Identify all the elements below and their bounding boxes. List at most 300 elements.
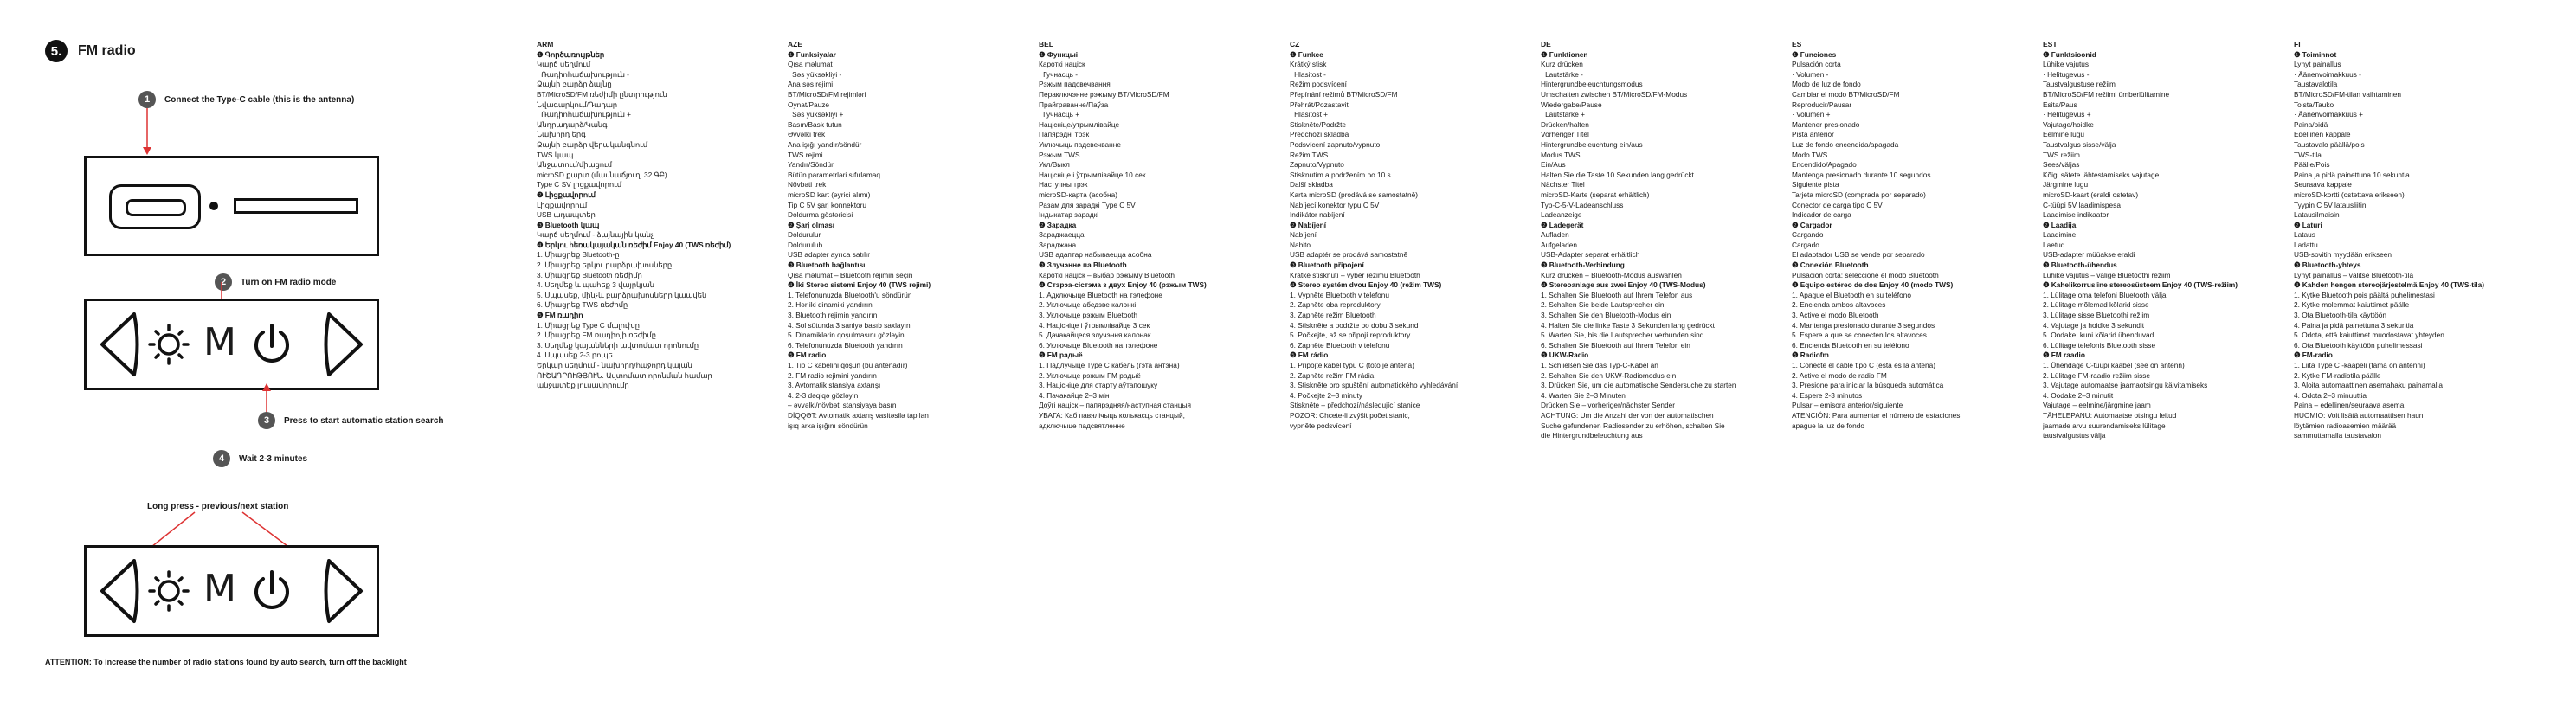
instruction-line: Bütün parametrləri sıfırlamaq bbox=[788, 170, 880, 179]
instruction-line: 2. Active el modo de radio FM bbox=[1792, 370, 1887, 380]
language-column-est bbox=[2043, 40, 2302, 441]
power-icon[interactable] bbox=[256, 572, 287, 607]
instruction-line: 4. Націсніце і ўтрымлівайце 3 сек bbox=[1039, 320, 1150, 330]
instruction-line: УВАГА: Каб павялічыць колькасць станцый, bbox=[1039, 410, 1185, 420]
instruction-line: ❺ FM rádio bbox=[1290, 350, 1329, 360]
instruction-line: Pista anterior bbox=[1792, 130, 1834, 139]
instruction-line: microSD քարտ (մասնաճյուղ, 32 ԳԲ) bbox=[537, 170, 667, 179]
language-code: EST bbox=[2043, 40, 2058, 48]
instruction-line: 1. Conecte el cable tipo C (esta es la antena) bbox=[1792, 361, 1936, 369]
instruction-line: Նախորդ երգ bbox=[537, 130, 586, 139]
instruction-line: microSD-kaart (eraldi ostetav) bbox=[2043, 190, 2139, 199]
instruction-line: ❺ FM radio bbox=[788, 350, 827, 360]
instruction-line: 2. Schalten Sie den UKW-Radiomodus ein bbox=[1541, 370, 1677, 380]
instruction-line: USB-adapter müüakse eraldi bbox=[2043, 250, 2135, 260]
instruction-line: Пераключэнне рэжыму BT/MicroSD/FM bbox=[1039, 89, 1169, 99]
type-c-port-icon bbox=[109, 184, 201, 229]
instruction-line: 4. Пачакайце 2–3 мін bbox=[1039, 390, 1110, 400]
step-text: Press to start automatic station search bbox=[284, 415, 444, 426]
instruction-line: Зараджаецца bbox=[1039, 230, 1085, 240]
instruction-line: ❹ İki Stereo sistemi Enjoy 40 (TWS rejimi) bbox=[788, 280, 931, 290]
instruction-line: die Hintergrundbeleuchtung aus bbox=[1541, 431, 1643, 440]
instruction-line: 1. Միացրեք Type C մալուխը bbox=[537, 320, 640, 330]
instruction-line: · Гучнасць - bbox=[1039, 69, 1078, 79]
instruction-line: 2. Zapněte oba reproduktory bbox=[1290, 300, 1381, 310]
instruction-line: Yandır/Söndür bbox=[788, 160, 834, 170]
instruction-line: taustvalgustus välja bbox=[2043, 431, 2106, 440]
instruction-line: 1. Připojte kabel typu C (toto je anténa) bbox=[1290, 361, 1414, 369]
instruction-line: 2. Hər iki dinamiki yandırın bbox=[788, 300, 873, 310]
instruction-line: 1. Միացրեք Bluetooth-ը bbox=[537, 250, 620, 260]
instruction-line: Paina – edellinen/seuraava asema bbox=[2294, 401, 2405, 410]
instruction-line: Կարճ սեղմում - ձայնային կանչ bbox=[537, 230, 654, 240]
instruction-line: Paina ja pidä painettuna 10 sekuntia bbox=[2294, 170, 2410, 179]
instruction-line: · Äänenvoimakkuus + bbox=[2294, 110, 2364, 119]
instruction-line: Modus TWS bbox=[1541, 150, 1581, 159]
instruction-line: 6. Уключыце Bluetooth на тэлефоне bbox=[1039, 340, 1158, 350]
instruction-line: · Volumen + bbox=[1792, 110, 1831, 119]
instruction-line: Doldurulub bbox=[788, 240, 823, 249]
instruction-line: 3. Zapněte režim Bluetooth bbox=[1290, 311, 1376, 320]
instruction-line: microSD kart (əyrici alımı) bbox=[788, 190, 871, 199]
instruction-line: 5. Warten Sie, bis die Lautsprecher verbunden sind bbox=[1541, 331, 1704, 340]
instruction-line: ❹ Stereo systém dvou Enjoy 40 (režim TWS) bbox=[1290, 280, 1442, 290]
instruction-line: Növbəti trek bbox=[788, 180, 827, 190]
instruction-line: ❺ FM raadio bbox=[2043, 350, 2085, 360]
instruction-line: 1. Адключыце Bluetooth на тэлефоне bbox=[1039, 290, 1162, 299]
instruction-line: 3. Avtomatik stansiya axtarışı bbox=[788, 381, 881, 390]
instruction-line: ❺ UKW-Radio bbox=[1541, 350, 1589, 360]
instruction-line: 6. Ota Bluetooth käyttöön puhelimessasi bbox=[2294, 340, 2423, 350]
instruction-line: 1. Schließen Sie das Typ-C-Kabel an bbox=[1541, 361, 1658, 369]
instruction-line: ❸ Bluetooth bağlantısı bbox=[788, 260, 866, 270]
step-number: 3 bbox=[258, 412, 275, 429]
instruction-line: Երկար սեղմում - նախորդ/հաջորդ կայան bbox=[537, 361, 692, 369]
instruction-line: Рэжым падсвечвання bbox=[1039, 80, 1111, 89]
instruction-line: ❹ Стэрэа-сістэма з двух Enjoy 40 (рэжым TWS) bbox=[1039, 280, 1207, 290]
instruction-line: Umschalten zwischen BT/MicroSD/FM-Modus bbox=[1541, 89, 1688, 99]
instruction-line: microSD-kortti (ostettava erikseen) bbox=[2294, 190, 2405, 199]
instruction-line: Кароткі націск – выбар рэжыму Bluetooth bbox=[1039, 270, 1175, 279]
instruction-line: Անդրադարձ/Կանգ bbox=[537, 119, 608, 129]
instruction-line: ❺ FM радыё bbox=[1039, 350, 1083, 360]
instruction-line: 2. Lülitage mõlemad kõlarid sisse bbox=[2043, 300, 2149, 310]
instruction-line: USB adaptér se prodává samostatně bbox=[1290, 250, 1408, 260]
instruction-line: 2. Уключыце рэжым FM радыё bbox=[1039, 370, 1141, 380]
instruction-line: ❹ Երկու հեռակայական ռեժիմ Enjoy 40 (TWS ռեժիմ) bbox=[537, 240, 731, 249]
instruction-line: 6. Lülitage telefonis Bluetooth sisse bbox=[2043, 340, 2156, 350]
mode-button-m[interactable]: M bbox=[203, 567, 236, 611]
instruction-line: Рэжым TWS bbox=[1039, 150, 1080, 159]
instruction-line: Drücken/halten bbox=[1541, 119, 1589, 129]
instruction-line: Režim podsvícení bbox=[1290, 80, 1347, 89]
instruction-line: 6. Zapněte Bluetooth v telefonu bbox=[1290, 340, 1390, 350]
instruction-line: Hintergrundbeleuchtung ein/aus bbox=[1541, 139, 1643, 149]
section-header bbox=[45, 40, 136, 62]
instruction-line: Ein/Aus bbox=[1541, 160, 1566, 170]
instruction-line: 3. Schalten Sie den Bluetooth-Modus ein bbox=[1541, 311, 1671, 320]
instruction-line: Stisknutím a podržením po 10 s bbox=[1290, 170, 1391, 179]
instruction-line: Кароткі націск bbox=[1039, 60, 1085, 69]
instruction-line: 2. Encienda ambos altavoces bbox=[1792, 300, 1886, 310]
instruction-line: · Hlasitost + bbox=[1290, 110, 1329, 119]
instruction-line: El adaptador USB se vende por separado bbox=[1792, 250, 1925, 260]
instruction-line: Nabíjecí konektor typu C 5V bbox=[1290, 200, 1380, 209]
instruction-line: ❶ Funkce bbox=[1290, 49, 1323, 59]
instruction-line: Conector de carga tipo C 5V bbox=[1792, 200, 1883, 209]
instruction-line: Krátké stisknutí – výběr režimu Bluetooth bbox=[1290, 270, 1420, 279]
instruction-line: Modo de luz de fondo bbox=[1792, 80, 1861, 89]
instruction-line: Suche gefundenen Radiosender zu erhöhen, schalten Sie bbox=[1541, 421, 1725, 430]
instruction-line: Наступны трэк bbox=[1039, 180, 1088, 190]
instruction-line: 1. Kytke Bluetooth pois päältä puhelimestasi bbox=[2294, 290, 2435, 299]
instruction-line: Լիցքավորում bbox=[537, 200, 588, 209]
instruction-line: 6. Schalten Sie Bluetooth auf Ihrem Telefon ein bbox=[1541, 340, 1690, 350]
mode-button-m[interactable]: M bbox=[203, 320, 236, 364]
instruction-line: ՈՒՇԱԴՐՈՒԹՅՈՒՆ. Ավտոմատ որոնման համար bbox=[537, 370, 712, 380]
attention-note: ATTENTION: To increase the number of radio stations found by auto search, turn off the backlight bbox=[45, 658, 407, 666]
instruction-line: işıq arxa işığını söndürün bbox=[788, 421, 868, 430]
instruction-line: Oynat/Pauze bbox=[788, 100, 829, 109]
instruction-line: Pulsación corta: seleccione el modo Bluetooth bbox=[1792, 270, 1939, 279]
instruction-line: 5. Espere a que se conecten los altavoces bbox=[1792, 331, 1927, 340]
instruction-line: Doldurma göstəricisi bbox=[788, 210, 853, 220]
instruction-line: ❺ Radiofm bbox=[1792, 350, 1829, 360]
instruction-line: Vajutage/hoidke bbox=[2043, 119, 2094, 129]
instruction-line: Luz de fondo encendida/apagada bbox=[1792, 139, 1899, 149]
instruction-line: Ana səs rejimi bbox=[788, 80, 834, 89]
instruction-line: ❸ Bluetooth-ühendus bbox=[2043, 260, 2117, 270]
instruction-line: TÄHELEPANU: Automaatse otsingu leitud bbox=[2043, 410, 2177, 420]
instruction-line: TWS rejimi bbox=[788, 150, 823, 159]
instruction-line: Pulsación corta bbox=[1792, 60, 1841, 69]
speaker-back-panel bbox=[84, 156, 379, 256]
backlight-sun-icon[interactable] bbox=[150, 572, 188, 610]
instruction-line: ❷ Laadija bbox=[2043, 220, 2077, 229]
led-indicator-icon bbox=[209, 202, 218, 210]
instruction-line: 4. Սպասեք 2-3 րոպե bbox=[537, 350, 613, 360]
instruction-line: Vorheriger Titel bbox=[1541, 130, 1589, 139]
instruction-line: 4. Warten Sie 2–3 Minuten bbox=[1541, 390, 1626, 400]
instruction-line: Latausilmaisin bbox=[2294, 210, 2340, 220]
instruction-line: BT/MicroSD/FM-tilan vaihtaminen bbox=[2294, 89, 2402, 99]
instruction-line: 2. Уключыце абедзве калонкі bbox=[1039, 300, 1137, 310]
instruction-line: ❶ Funktionen bbox=[1541, 49, 1588, 59]
instruction-line: 1. Schalten Sie Bluetooth auf Ihrem Telefon aus bbox=[1541, 290, 1693, 299]
instruction-line: USB ադապտեր bbox=[537, 210, 596, 220]
instruction-line: 4. Oodake 2–3 minutit bbox=[2043, 390, 2114, 400]
language-code: ARM bbox=[537, 40, 554, 48]
instruction-line: · Ռադիոհաճախություն - bbox=[537, 69, 629, 79]
instruction-line: Eelmine lugu bbox=[2043, 130, 2084, 139]
instruction-line: 4. Sol sütunda 3 saniyə basıb saxlayın bbox=[788, 320, 911, 330]
instruction-line: Edellinen kappale bbox=[2294, 130, 2351, 139]
instruction-line: TWS režiim bbox=[2043, 150, 2080, 159]
instruction-line: ❸ Bluetooth կապ bbox=[537, 220, 600, 229]
instruction-line: 5. Дачакайцеся злучэння калонак bbox=[1039, 331, 1151, 340]
instruction-line: Seuraava kappale bbox=[2294, 180, 2352, 190]
instruction-line: 3. Active el modo Bluetooth bbox=[1792, 311, 1879, 320]
instruction-line: Esita/Paus bbox=[2043, 100, 2077, 109]
instruction-line: ❶ Toiminnot bbox=[2294, 49, 2337, 59]
instruction-line: TWS կապ bbox=[537, 150, 574, 159]
instruction-line: Indicador de carga bbox=[1792, 210, 1852, 220]
speaker-control-panel-longpress bbox=[84, 545, 379, 637]
language-column-cz bbox=[1290, 40, 1549, 431]
power-icon[interactable] bbox=[256, 325, 287, 361]
instruction-line: Typ-C-5-V-Ladeanschluss bbox=[1541, 200, 1624, 209]
language-column-aze bbox=[788, 40, 1047, 431]
instruction-line: Індыкатар зарадкі bbox=[1039, 210, 1099, 220]
instruction-line: Indikátor nabíjení bbox=[1290, 210, 1345, 220]
instruction-line: Laadimine bbox=[2043, 230, 2077, 240]
instruction-line: Vajutage – eelmine/järgmine jaam bbox=[2043, 401, 2151, 410]
instruction-line: 1. Ühendage C-tüüpi kaabel (see on antenn) bbox=[2043, 361, 2185, 369]
instruction-line: Tarjeta microSD (comprada por separado) bbox=[1792, 190, 1926, 199]
instruction-line: Зараджана bbox=[1039, 240, 1077, 249]
step-text: Connect the Type-C cable (this is the antenna) bbox=[164, 94, 355, 105]
instruction-line: ❹ Equipo estéreo de dos Enjoy 40 (modo TWS) bbox=[1792, 280, 1954, 290]
step-1 bbox=[138, 91, 354, 108]
instruction-line: Qısa məlumat bbox=[788, 60, 833, 69]
instruction-line: Уключыць падсвечванне bbox=[1039, 139, 1121, 149]
instruction-line: USB адаптар набываецца асобна bbox=[1039, 250, 1152, 260]
instruction-line: Mantener presionado bbox=[1792, 119, 1860, 129]
long-press-label: Long press - previous/next station bbox=[147, 502, 289, 511]
instruction-line: 3. Уключыце рэжым Bluetooth bbox=[1039, 311, 1138, 320]
instruction-line: Kurz drücken – Bluetooth-Modus auswählen bbox=[1541, 270, 1682, 279]
instruction-line: Sees/väljas bbox=[2043, 160, 2080, 170]
instruction-line: HUOMIO: Voit lisätä automaattisen haun bbox=[2294, 410, 2424, 420]
instruction-line: Lataus bbox=[2294, 230, 2315, 240]
instruction-line: Cargado bbox=[1792, 240, 1819, 249]
instruction-line: Režim TWS bbox=[1290, 150, 1329, 159]
instruction-line: 6. Encienda Bluetooth en su teléfono bbox=[1792, 340, 1909, 350]
backlight-sun-icon[interactable] bbox=[150, 325, 188, 363]
instruction-line: Ladattu bbox=[2294, 240, 2318, 249]
instruction-line: Stiskněte/Podržte bbox=[1290, 119, 1347, 129]
instruction-line: Paina/pidä bbox=[2294, 119, 2328, 129]
instruction-line: microSD-карта (асобна) bbox=[1039, 190, 1117, 199]
instruction-line: Basın/Bask tutun bbox=[788, 119, 842, 129]
instruction-line: ❷ Ladegerät bbox=[1541, 220, 1584, 229]
instruction-line: Järgmine lugu bbox=[2043, 180, 2089, 190]
language-column-bel bbox=[1039, 40, 1298, 431]
instruction-line: ❷ Լիցքավորում bbox=[537, 190, 596, 199]
instruction-line: Laetud bbox=[2043, 240, 2065, 249]
language-column-de bbox=[1541, 40, 1800, 441]
instruction-line: USB adapter ayrıca satılır bbox=[788, 250, 870, 260]
instruction-line: Nabito bbox=[1290, 240, 1311, 249]
language-columns bbox=[537, 40, 2559, 715]
instruction-line: 4. Stiskněte a podržte po dobu 3 sekund bbox=[1290, 320, 1419, 330]
instruction-line: ❶ Функцыі bbox=[1039, 49, 1079, 59]
instruction-line: BT/MicroSD/FM rejimləri bbox=[788, 89, 866, 99]
instruction-line: Podsvícení zapnuto/vypnuto bbox=[1290, 139, 1381, 149]
instruction-line: 2. Kytke FM-radiotila päälle bbox=[2294, 370, 2381, 380]
instruction-line: Další skladba bbox=[1290, 180, 1333, 190]
instruction-line: ❸ Bluetooth připojení bbox=[1290, 260, 1364, 270]
instruction-line: ATENCIÓN: Para aumentar el número de estaciones bbox=[1792, 410, 1961, 420]
instruction-line: 4. Mantenga presionado durante 3 segundos bbox=[1792, 320, 1935, 330]
instruction-line: BT/MicroSD/FM ռեժիմի ընտրություն bbox=[537, 89, 667, 99]
instruction-line: Նվագարկում/Դադար bbox=[537, 100, 618, 109]
instruction-line: löytämien radioasemien määrää bbox=[2294, 421, 2397, 430]
instruction-line: 1. Tip C kabelini qoşun (bu antenadır) bbox=[788, 361, 908, 369]
instruction-line: 2. Kytke molemmat kaiuttimet päälle bbox=[2294, 300, 2410, 310]
instruction-line: 4. Odota 2–3 minuuttia bbox=[2294, 390, 2367, 400]
instruction-line: USB-sovitin myydään erikseen bbox=[2294, 250, 2392, 260]
instruction-line: 3. Aloita automaattinen asemahaku painamalla bbox=[2294, 381, 2444, 390]
instruction-line: 4. Espere 2-3 minutos bbox=[1792, 390, 1863, 400]
instruction-line: Lühike vajutus – valige Bluetoothi režiim bbox=[2043, 270, 2171, 279]
instruction-line: 5. Սպասեք, մինչև բարձրախոսները կապվեն bbox=[537, 290, 707, 299]
instruction-line: Lyhyt painallus bbox=[2294, 60, 2341, 69]
instruction-line: 4. Halten Sie die linke Taste 3 Sekunden lang gedrückt bbox=[1541, 320, 1715, 330]
instruction-line: Կարճ սեղմում bbox=[537, 60, 591, 69]
step-number: 1 bbox=[138, 91, 156, 108]
instruction-line: Halten Sie die Taste 10 Sekunden lang gedrückt bbox=[1541, 170, 1694, 179]
instruction-line: Разам для зарадкі Type C 5V bbox=[1039, 200, 1136, 209]
instruction-line: Mantenga presionado durante 10 segundos bbox=[1792, 170, 1931, 179]
instruction-line: apague la luz de fondo bbox=[1792, 421, 1864, 430]
instruction-line: Папярэдні трэк bbox=[1039, 130, 1090, 139]
instruction-line: Qısa məlumat – Bluetooth rejimin seçin bbox=[788, 270, 913, 279]
instruction-line: USB-Adapter separat erhältlich bbox=[1541, 250, 1640, 260]
instruction-line: 3. Սեղմեք կայանների ավտոմատ որոնումը bbox=[537, 340, 699, 350]
instruction-line: Cargando bbox=[1792, 230, 1824, 240]
instruction-line: ❷ Şarj olması bbox=[788, 220, 835, 229]
instruction-line: ❸ Злучэнне па Bluetooth bbox=[1039, 260, 1127, 270]
instruction-line: ❺ FM ռադիո bbox=[537, 311, 583, 320]
instruction-line: ❷ Nabíjení bbox=[1290, 220, 1327, 229]
instruction-line: 2. Միացրեք երկու բարձրախոսները bbox=[537, 260, 673, 270]
instruction-line: 4. Paina ja pidä painettuna 3 sekuntia bbox=[2294, 320, 2414, 330]
instruction-line: Encendido/Apagado bbox=[1792, 160, 1857, 170]
language-column-fi bbox=[2294, 40, 2553, 441]
instruction-line: Karta microSD (prodává se samostatně) bbox=[1290, 190, 1419, 199]
language-code: AZE bbox=[788, 40, 802, 48]
instruction-line: 3. Presione para iniciar la búsqueda automática bbox=[1792, 381, 1944, 390]
instruction-line: · Lautstärke - bbox=[1541, 69, 1583, 79]
instruction-line: Ձայնի բարձր ձայնը bbox=[537, 80, 612, 89]
instruction-line: Націсніце/утрымлівайце bbox=[1039, 119, 1120, 129]
language-code: DE bbox=[1541, 40, 1551, 48]
instruction-line: Taustavalotila bbox=[2294, 80, 2338, 89]
instruction-line: jaamade arvu suurendamiseks lülitage bbox=[2043, 421, 2166, 430]
microsd-slot-icon bbox=[234, 198, 358, 214]
instruction-line: 4. Vajutage ja hoidke 3 sekundit bbox=[2043, 320, 2145, 330]
step-2 bbox=[215, 273, 336, 291]
instruction-line: 3. Ota Bluetooth-tila käyttöön bbox=[2294, 311, 2387, 320]
instruction-line: ❶ Funksiyalar bbox=[788, 49, 836, 59]
instruction-line: · Səs yüksəkliyi - bbox=[788, 69, 842, 79]
instruction-line: Lühike vajutus bbox=[2043, 60, 2090, 69]
instruction-line: BT/MicroSD/FM režiimi ümberlülitamine bbox=[2043, 89, 2170, 99]
instruction-line: Անջատում/միացում bbox=[537, 160, 612, 170]
instruction-line: 3. Drücken Sie, um die automatische Sendersuche zu starten bbox=[1541, 381, 1736, 390]
instruction-line: 1. Падлучыце Type C кабель (гэта антэна) bbox=[1039, 361, 1180, 369]
instruction-line: 5. Odota, että kaiuttimet muodostavat yhteyden bbox=[2294, 331, 2444, 340]
instruction-line: Stiskněte – předchozí/následující stanice bbox=[1290, 401, 1420, 410]
instruction-line: Ladeanzeige bbox=[1541, 210, 1582, 220]
next-arrow-icon[interactable] bbox=[326, 314, 362, 375]
instruction-line: 4. Սեղմեք և պահեք 3 վայրկյան bbox=[537, 280, 654, 290]
instruction-line: Доўгі націск – папярэдняя/наступная станцыя bbox=[1039, 401, 1192, 410]
instruction-line: Kõigi sätete lähtestamiseks vajutage bbox=[2043, 170, 2160, 179]
instruction-line: 2. FM radio rejimini yandırın bbox=[788, 370, 877, 380]
instruction-line: 2. Schalten Sie beide Lautsprecher ein bbox=[1541, 300, 1665, 310]
step-number: 2 bbox=[215, 273, 232, 291]
instruction-line: ❶ Funktsioonid bbox=[2043, 49, 2096, 59]
next-arrow-icon[interactable] bbox=[326, 561, 362, 621]
instruction-line: · Lautstärke + bbox=[1541, 110, 1585, 119]
instruction-line: 5. Počkejte, až se připojí reproduktory bbox=[1290, 331, 1411, 340]
instruction-line: Krátký stisk bbox=[1290, 60, 1327, 69]
instruction-line: 1. Liitä Type C -kaapeli (tämä on antenni) bbox=[2294, 361, 2425, 369]
instruction-line: Прайграванне/Паўза bbox=[1039, 100, 1109, 109]
instruction-line: · Helitugevus + bbox=[2043, 110, 2091, 119]
step-1-arrow bbox=[138, 108, 156, 156]
instruction-line: C-tüüpi 5V laadimispesa bbox=[2043, 200, 2121, 209]
instruction-line: ❸ Bluetooth-yhteys bbox=[2294, 260, 2361, 270]
step-4 bbox=[213, 450, 307, 467]
instruction-line: · Səs yüksəkliyi + bbox=[788, 110, 844, 119]
instruction-line: Nächster Titel bbox=[1541, 180, 1585, 190]
instruction-line: ❸ Conexión Bluetooth bbox=[1792, 260, 1869, 270]
instruction-line: անջատեք լուսավորումը bbox=[537, 381, 629, 390]
prev-arrow-icon[interactable] bbox=[102, 314, 138, 375]
instruction-line: Əvvəlki trek bbox=[788, 130, 826, 139]
language-column-es bbox=[1792, 40, 2051, 431]
instruction-line: Taustvalgustuse režiim bbox=[2043, 80, 2116, 89]
instruction-line: 3. Vajutage automaatse jaamaotsingu käivitamiseks bbox=[2043, 381, 2208, 390]
instruction-line: 4. Počkejte 2–3 minuty bbox=[1290, 390, 1362, 400]
instruction-line: 3. Націсніце для старту аўтапошуку bbox=[1039, 381, 1158, 390]
language-code: ES bbox=[1792, 40, 1802, 48]
instruction-line: Націсніце і ўтрымлівайце 10 сек bbox=[1039, 170, 1146, 179]
instruction-line: 5. Dinamiklərin qoşulmasını gözləyin bbox=[788, 331, 905, 340]
language-column-arm bbox=[537, 40, 796, 391]
instruction-line: 1. Telefonunuzda Bluetooth'u söndürün bbox=[788, 290, 912, 299]
instruction-line: ❷ Зарадка bbox=[1039, 220, 1077, 229]
instruction-line: ❶ Գործառույթներ bbox=[537, 49, 605, 59]
instruction-line: Drücken Sie – vorheriger/nächster Sender bbox=[1541, 401, 1675, 410]
instruction-line: Wiedergabe/Pause bbox=[1541, 100, 1602, 109]
instruction-line: vypněte podsvícení bbox=[1290, 421, 1352, 430]
instruction-line: 3. Bluetooth rejimin yandırın bbox=[788, 311, 878, 320]
instruction-line: microSD-Karte (separat erhältlich) bbox=[1541, 190, 1650, 199]
instruction-line: Aufladen bbox=[1541, 230, 1569, 240]
step-3 bbox=[258, 412, 444, 429]
instruction-line: 4. 2-3 dəqiqə gözləyin bbox=[788, 390, 859, 400]
instruction-line: Hintergrundbeleuchtungsmodus bbox=[1541, 80, 1643, 89]
speaker-control-panel bbox=[84, 299, 379, 390]
instruction-line: 5. Oodake, kuni kõlarid ühenduvad bbox=[2043, 331, 2154, 340]
prev-arrow-icon[interactable] bbox=[102, 561, 138, 621]
instruction-line: ❶ Funciones bbox=[1792, 49, 1837, 59]
instruction-line: 1. Lülitage oma telefoni Bluetooth välja bbox=[2043, 290, 2167, 299]
step-text: Wait 2-3 minutes bbox=[239, 453, 308, 464]
instruction-line: Taustavalo päällä/pois bbox=[2294, 139, 2365, 149]
instruction-line: Toista/Tauko bbox=[2294, 100, 2334, 109]
instruction-line: 3. Lülitage sisse Bluetoothi režiim bbox=[2043, 311, 2150, 320]
instruction-line: Předchozí skladba bbox=[1290, 130, 1349, 139]
instruction-line: ❹ Kahelikorrusline stereosüsteem Enjoy 40 (TWS-režiim) bbox=[2043, 280, 2238, 290]
instruction-line: · Hlasitost - bbox=[1290, 69, 1326, 79]
instruction-line: Zapnuto/Vypnuto bbox=[1290, 160, 1344, 170]
instruction-line: Taustvalgus sisse/välja bbox=[2043, 139, 2116, 149]
